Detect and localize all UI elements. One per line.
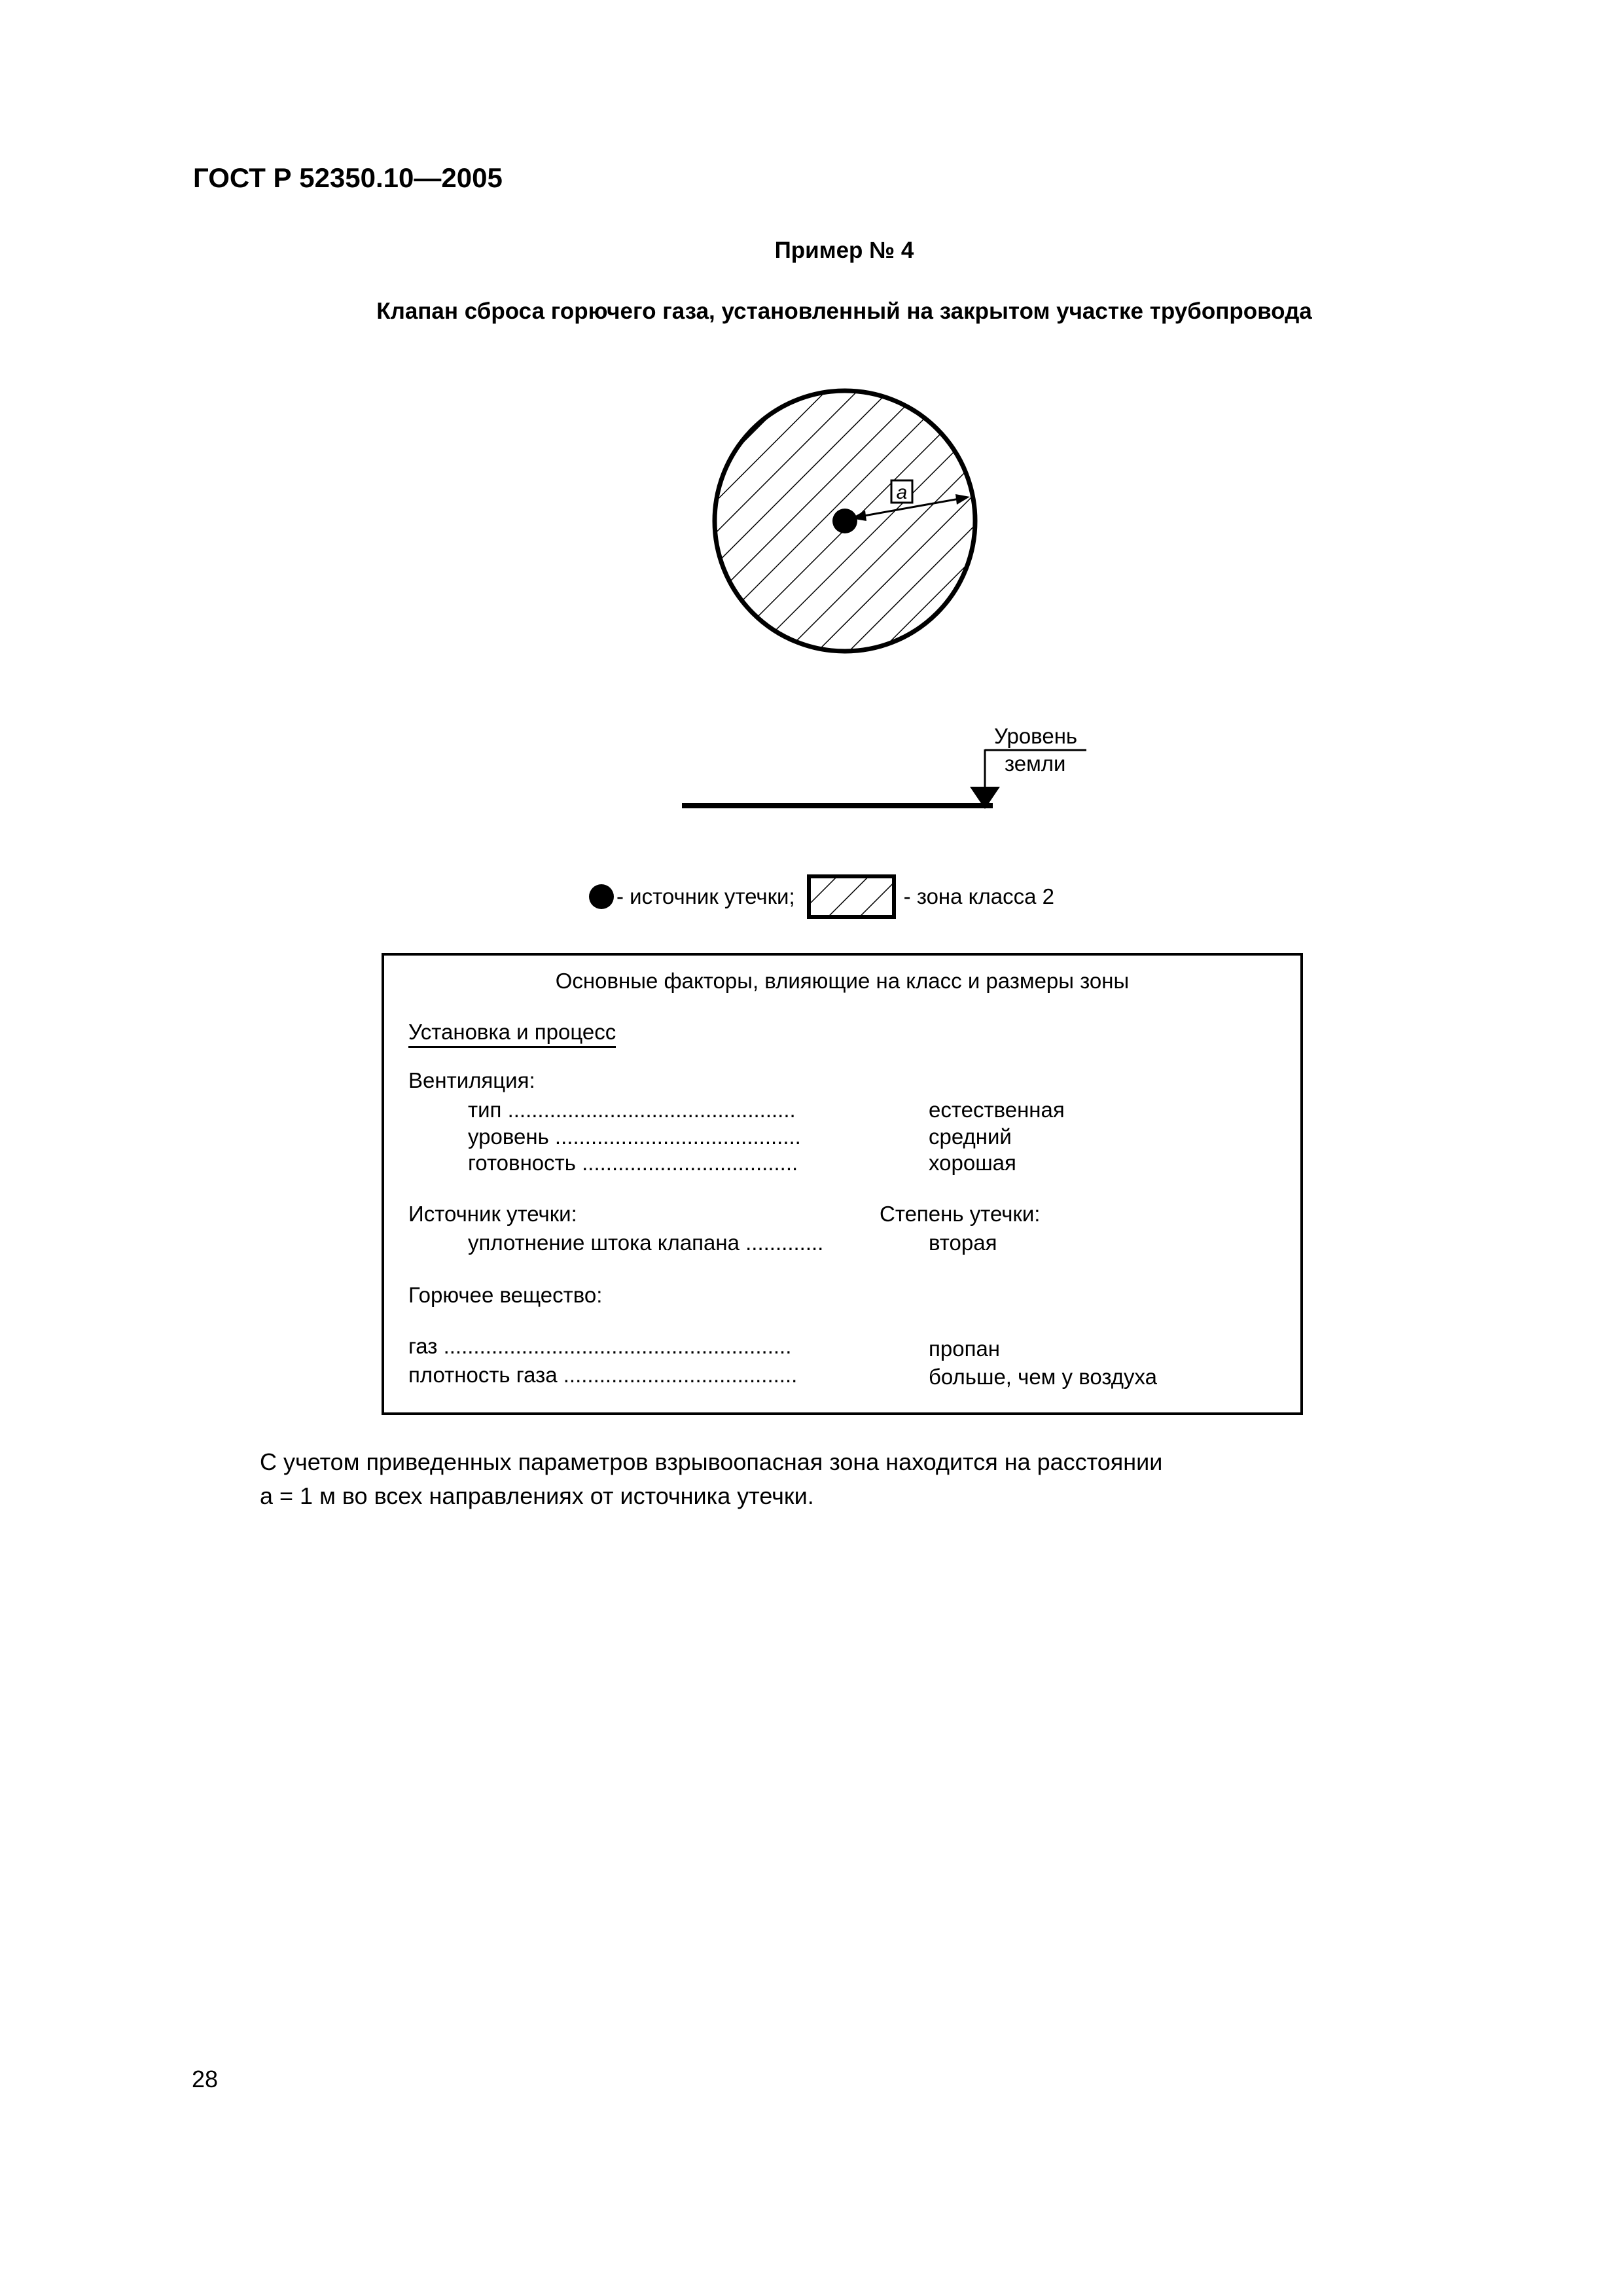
conclusion-line-1: С учетом приведенных параметров взрывоопасная зона находится на расстоянии bbox=[260, 1448, 1163, 1475]
leak-source-dot bbox=[832, 509, 857, 533]
source-key: уплотнение штока клапана ............. bbox=[468, 1230, 824, 1255]
ventilation-type-value: естественная bbox=[929, 1098, 1065, 1122]
ground-label-line1: Уровень bbox=[994, 724, 1078, 748]
legend bbox=[589, 870, 1054, 923]
example-subtitle: Клапан сброса горючего газа, установленный на закрытом участке трубопровода bbox=[376, 298, 1312, 324]
ventilation-level-value: средний bbox=[929, 1124, 1012, 1149]
legend-zone-hatch-icon bbox=[807, 874, 896, 919]
release-grade-label: Степень утечки: bbox=[880, 1202, 1041, 1226]
factors-section-title: Установка и процесс bbox=[408, 1020, 616, 1048]
legend-zone-label: - зона класса 2 bbox=[903, 884, 1054, 908]
gas-density-key: плотность газа ....................................... bbox=[408, 1363, 798, 1387]
ventilation-availability-value: хорошая bbox=[929, 1151, 1016, 1175]
legend-source-dot-icon bbox=[589, 884, 614, 909]
conclusion-line-2: а = 1 м во всех направлениях от источника утечки. bbox=[260, 1482, 814, 1509]
distance-label: a bbox=[896, 482, 908, 503]
zone-diagram bbox=[654, 373, 1126, 831]
substance-label: Горючее вещество: bbox=[408, 1283, 603, 1307]
factors-heading: Основные факторы, влияющие на класс и размеры зоны bbox=[555, 969, 1130, 993]
legend-source-label: - источник утечки; bbox=[616, 884, 795, 908]
gas-value: пропан bbox=[929, 1336, 1001, 1361]
example-title: Пример № 4 bbox=[774, 238, 914, 263]
gas-density-value: больше, чем у воздуха bbox=[929, 1365, 1157, 1389]
document-code: ГОСТ Р 52350.10—2005 bbox=[193, 162, 503, 193]
ventilation-label: Вентиляция: bbox=[408, 1068, 535, 1092]
conclusion-text bbox=[260, 1445, 1372, 1513]
gas-key: газ .......................................................... bbox=[408, 1334, 792, 1358]
ventilation-level-key: уровень ......................................... bbox=[468, 1124, 801, 1149]
page-number: 28 bbox=[192, 2066, 219, 2092]
source-label: Источник утечки: bbox=[408, 1202, 577, 1226]
ground-label-line2: земли bbox=[1005, 751, 1066, 776]
factors-table bbox=[382, 953, 1303, 1415]
release-grade-value: вторая bbox=[929, 1230, 997, 1255]
ventilation-type-key: тип ................................................ bbox=[468, 1098, 796, 1122]
ventilation-availability-key: готовность .................................... bbox=[468, 1151, 798, 1175]
